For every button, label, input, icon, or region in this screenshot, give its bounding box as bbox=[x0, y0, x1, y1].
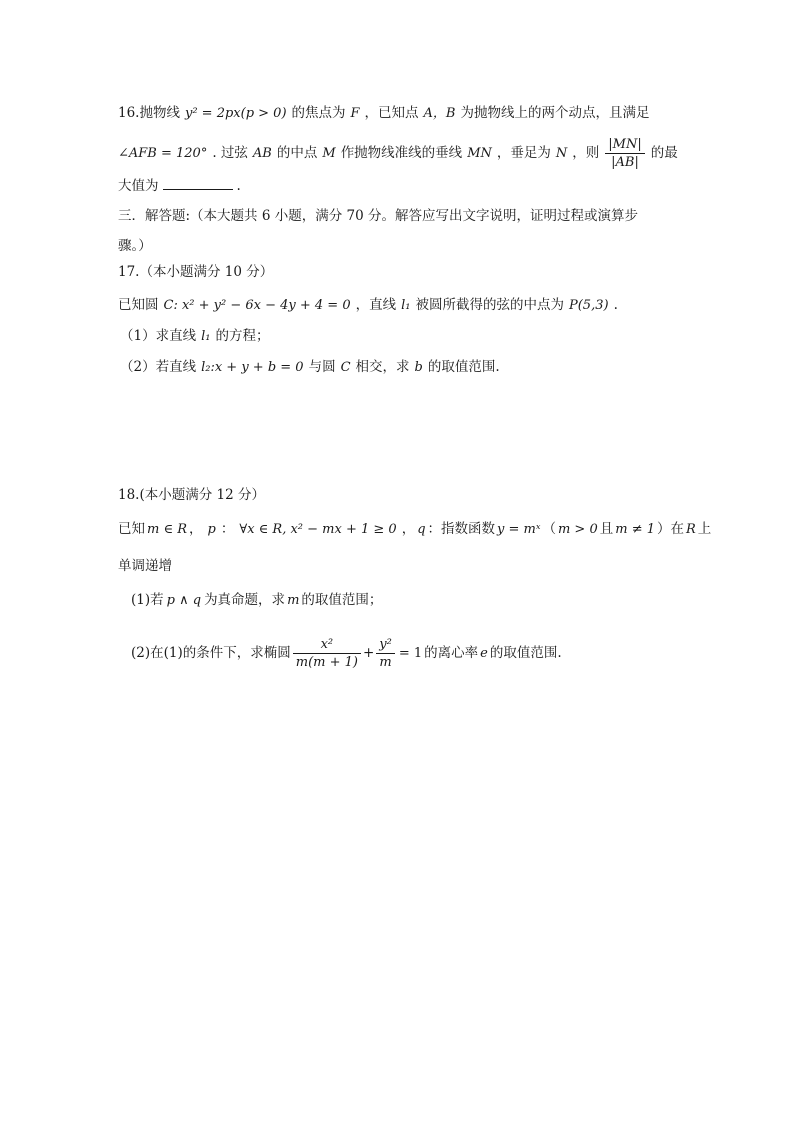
fraction-numerator: |MN| bbox=[605, 136, 644, 154]
q16-text: . bbox=[236, 178, 241, 194]
eccentricity-e: e bbox=[480, 646, 488, 661]
q18-text: (1)若 bbox=[131, 592, 164, 608]
m-in-R: m ∈ R bbox=[147, 522, 188, 537]
proposition-q: q bbox=[417, 522, 426, 537]
fraction-numerator: x² bbox=[293, 636, 361, 654]
q18-part-2 bbox=[131, 636, 562, 671]
angle-AFB: ∠AFB = 120° bbox=[118, 146, 208, 161]
condition-p: ∀x ∈ R, x² − mx + 1 ≥ 0 bbox=[239, 522, 397, 537]
p-and-q: p ∧ q bbox=[166, 593, 202, 608]
condition-m-not-1: m ≠ 1 bbox=[615, 522, 655, 537]
q18-line-2: 单调递增 bbox=[118, 558, 172, 574]
variable-b: b bbox=[414, 360, 423, 375]
point-N: N bbox=[555, 146, 568, 161]
chord-AB: AB bbox=[252, 146, 272, 161]
line-l1: l₁ bbox=[201, 329, 211, 344]
q16-text: 的最 bbox=[650, 145, 678, 161]
q18-text: 上 bbox=[697, 521, 712, 537]
q17-text: （1）求直线 bbox=[120, 328, 197, 344]
q17-part-2 bbox=[120, 357, 500, 378]
q16-text: ，垂足为 bbox=[496, 145, 551, 161]
point-M: M bbox=[322, 146, 336, 161]
q17-line-1 bbox=[118, 295, 618, 316]
q17-text: ，直线 bbox=[355, 297, 397, 313]
fraction-denominator: |AB| bbox=[611, 155, 639, 170]
variable-m: m bbox=[287, 593, 300, 608]
q17-text: 的取值范围. bbox=[427, 359, 500, 375]
proposition-p: p bbox=[207, 522, 216, 537]
equals-one: = 1 bbox=[398, 646, 423, 661]
fraction-numerator: y² bbox=[376, 636, 395, 654]
q16-text: 为抛物线上的两个动点，且满足 bbox=[460, 105, 650, 121]
ellipse-term-x bbox=[293, 636, 361, 671]
q18-text: 已知 bbox=[118, 521, 145, 537]
q17-part-1 bbox=[120, 326, 269, 347]
segment-MN: MN bbox=[467, 146, 492, 161]
q17-text: 的方程； bbox=[215, 328, 270, 344]
q17-text: . bbox=[613, 297, 618, 313]
q17-text: 被圆所截得的弦的中点为 bbox=[415, 297, 564, 313]
point-F: F bbox=[350, 106, 360, 121]
circle-equation: C: x² + y² − 6x − 4y + 4 = 0 bbox=[163, 298, 351, 313]
q18-text: 的取值范围； bbox=[301, 592, 383, 608]
q17-text: （2）若直线 bbox=[120, 359, 197, 375]
q18-text: ）在 bbox=[657, 521, 684, 537]
q18-text: ， bbox=[401, 521, 416, 537]
q16-text: . 过弦 bbox=[212, 145, 248, 161]
q16-text: 的中点 bbox=[276, 145, 318, 161]
q18-line-1 bbox=[118, 519, 711, 540]
ratio-fraction bbox=[605, 136, 644, 171]
q17-text: 与圆 bbox=[308, 359, 336, 375]
fraction-denominator: m(m + 1) bbox=[295, 655, 358, 670]
q18-text: 为真命题，求 bbox=[204, 592, 286, 608]
q18-text: （ bbox=[542, 521, 556, 537]
q16-text: ，已知点 bbox=[364, 105, 419, 121]
q18-text: ， bbox=[189, 521, 203, 537]
q18-part-1 bbox=[131, 590, 382, 611]
q18-text: (2)在(1)的条件下，求椭圆 bbox=[131, 645, 291, 661]
q17-text: 相交，求 bbox=[355, 359, 410, 375]
plus-sign: + bbox=[362, 645, 375, 661]
q17-text: 已知圆 bbox=[118, 297, 159, 313]
section3-heading-cont: 骤。） bbox=[118, 238, 152, 254]
q18-text: 的离心率 bbox=[424, 645, 479, 661]
q16-text: 16.抛物线 bbox=[118, 105, 180, 121]
q16-line-1 bbox=[118, 103, 650, 124]
q18-text: 且 bbox=[599, 521, 614, 537]
q17-header: 17.（本小题满分 10 分） bbox=[118, 264, 274, 280]
set-R: R bbox=[686, 522, 696, 537]
circle-C: C bbox=[340, 360, 351, 375]
parabola-equation: y² = 2px(p > 0) bbox=[184, 106, 287, 121]
q18-text: ：指数函数 bbox=[427, 521, 496, 537]
line-l1: l₁ bbox=[401, 298, 411, 313]
q16-text: 作抛物线准线的垂线 bbox=[340, 145, 463, 161]
fraction-denominator: m bbox=[379, 655, 392, 670]
line-l2-equation: l₂:x + y + b = 0 bbox=[201, 360, 304, 375]
q18-text: ： bbox=[220, 521, 235, 537]
ellipse-term-y bbox=[376, 636, 395, 671]
section3-heading: 三．解答题:（本大题共 6 小题，满分 70 分。解答应写出文字说明，证明过程或演算步 bbox=[118, 208, 638, 224]
condition-m-positive: m > 0 bbox=[557, 522, 598, 537]
points-AB: A，B bbox=[423, 106, 456, 121]
answer-blank bbox=[163, 188, 233, 190]
q16-line-3 bbox=[118, 176, 241, 196]
q18-text: 的取值范围. bbox=[489, 645, 562, 661]
exponential-function: y = mˣ bbox=[497, 522, 541, 537]
q16-text: 的焦点为 bbox=[291, 105, 346, 121]
q16-text: ，则 bbox=[572, 145, 600, 161]
q16-line-2 bbox=[118, 136, 678, 171]
q16-text: 大值为 bbox=[118, 178, 159, 194]
q18-header: 18.(本小题满分 12 分） bbox=[118, 487, 265, 503]
midpoint-P: P(5,3) bbox=[568, 298, 609, 313]
